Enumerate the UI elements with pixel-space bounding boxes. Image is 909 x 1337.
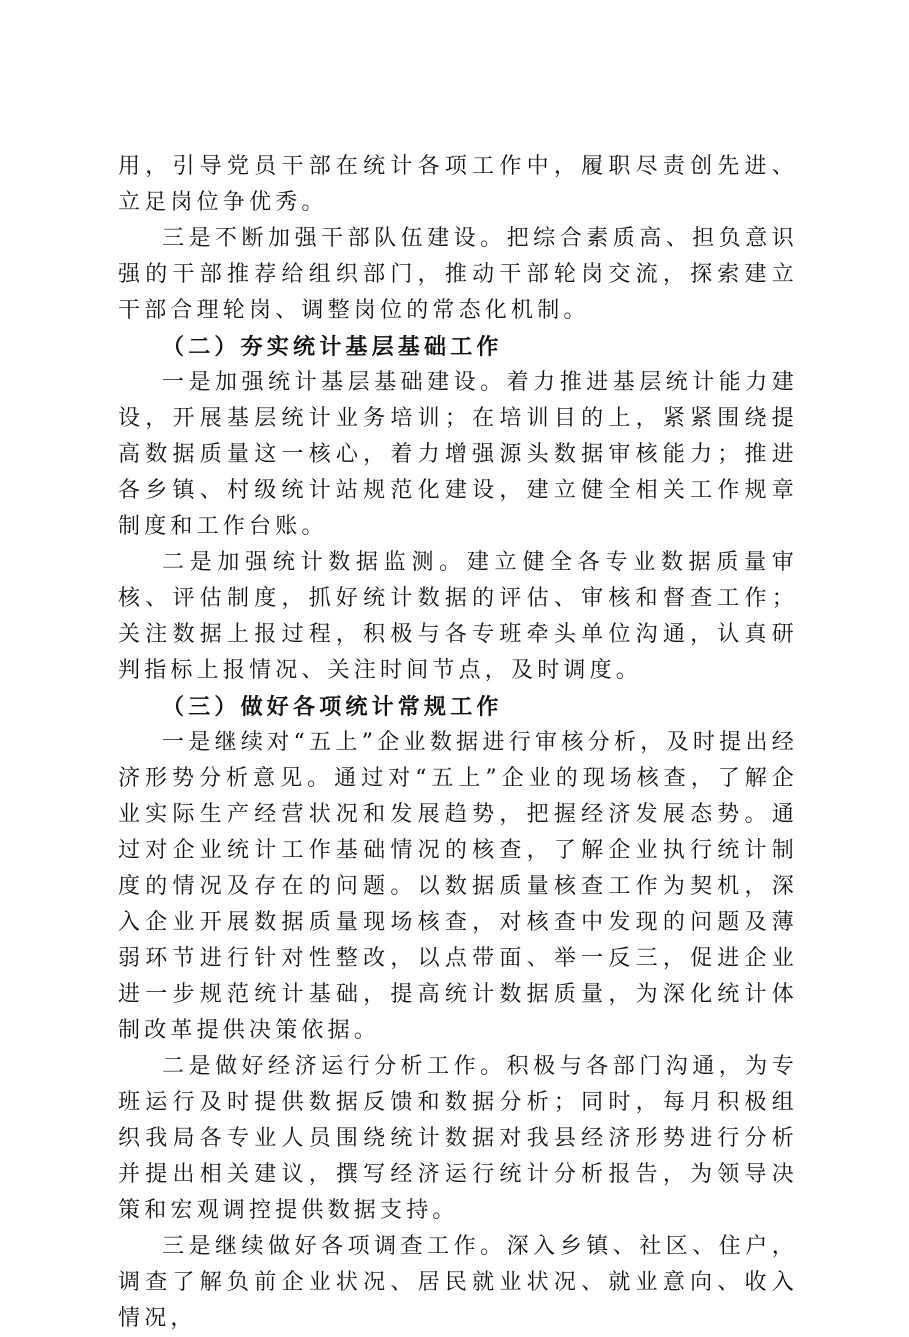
section-heading-2: （二）夯实统计基层基础工作 <box>162 334 503 360</box>
paragraph-data-monitoring: 二是加强统计数据监测。建立健全各专业数据质量审核、评估制度，抓好统计数据的评估、审核和督查工作；关注数据上报过程，积极与各专班牵头单位沟通，认真研判指标上报情况、关注时间节点，及时调度。 <box>118 550 798 683</box>
paragraph-economic-analysis: 二是做好经济运行分析工作。积极与各部门沟通，为专班运行及时提供数据反馈和数据分析；同时，每月积极组织我局各专业人员围绕统计数据对我县经济形势进行分析并提出相关建议，撰写经济运行统计分析报告，为领导决策和宏观调控提供数据支持。 <box>118 1054 798 1223</box>
paragraph-surveys: 三是继续做好各项调查工作。深入乡镇、社区、住户，调查了解负前企业状况、居民就业状况、就业意向、收入情况， <box>118 1234 798 1331</box>
document-body <box>118 149 798 1337</box>
section-heading-3: （三）做好各项统计常规工作 <box>162 694 503 720</box>
paragraph-cadre-team: 三是不断加强干部队伍建设。把综合素质高、担负意识强的干部推荐给组织部门，推动干部轮岗交流，探索建立干部合理轮岗、调整岗位的常态化机制。 <box>118 226 798 323</box>
paragraph-continuation: 用，引导党员干部在统计各项工作中，履职尽责创先进、立足岗位争优秀。 <box>118 154 798 215</box>
paragraph-grassroots: 一是加强统计基层基础建设。着力推进基层统计能力建设，开展基层统计业务培训；在培训目的上，紧紧围绕提高数据质量这一核心，着力增强源头数据审核能力；推进各乡镇、村级统计站规范化建设，建立健全相关工作规章制度和工作台账。 <box>118 370 798 539</box>
paragraph-enterprise-audit: 一是继续对“五上”企业数据进行审核分析，及时提出经济形势分析意见。通过对“五上”企业的现场核查，了解企业实际生产经营状况和发展趋势，把握经济发展态势。通过对企业统计工作基础情况的核查，了解企业执行统计制度的情况及存在的问题。以数据质量核查工作为契机，深入企业开展数据质量现场核查，对核查中发现的问题及薄弱环节进行针对性整改，以点带面、举一反三，促进企业进一步规范统计基础，提高统计数据质量，为深化统计体制改革提供决策依据。 <box>118 730 798 1043</box>
